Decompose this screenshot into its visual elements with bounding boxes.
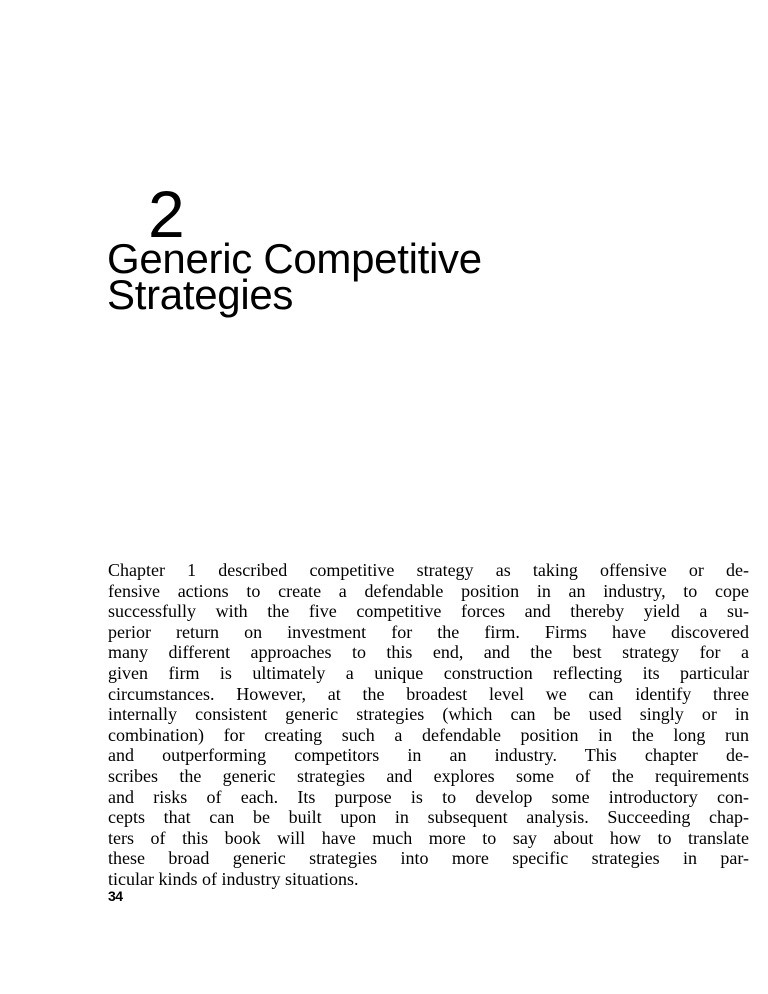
- paragraph-line: given firm is ultimately a unique construction reflecting its particular: [108, 662, 749, 683]
- page-number: 34: [108, 888, 123, 904]
- paragraph-line: many different approaches to this end, and the best strategy for a: [108, 642, 749, 663]
- chapter-title-line-2: Strategies: [107, 271, 294, 318]
- paragraph-line: ticular kinds of industry situations.: [108, 868, 359, 889]
- paragraph-line: circumstances. However, at the broadest level we can identify three: [108, 683, 749, 704]
- paragraph-line: fensive actions to create a defendable position in an industry, to cope: [108, 580, 749, 601]
- paragraph-line: these broad generic strategies into more specific strategies in par-: [108, 848, 749, 869]
- paragraph-line: and risks of each. Its purpose is to develop some introductory con-: [108, 786, 749, 807]
- paragraph-line: combination) for creating such a defendable position in the long run: [108, 724, 749, 745]
- paragraph-line: internally consistent generic strategies (which can be used singly or in: [108, 704, 749, 725]
- chapter-title: [107, 235, 627, 318]
- paragraph-line: cepts that can be built upon in subsequent analysis. Succeeding chap-: [108, 807, 749, 828]
- paragraph-line: perior return on investment for the firm. Firms have discovered: [108, 621, 749, 642]
- intro-paragraph: [108, 560, 749, 890]
- paragraph-line: ters of this book will have much more to say about how to translate: [108, 827, 749, 848]
- paragraph-line: successfully with the five competitive forces and thereby yield a su-: [108, 601, 749, 622]
- paragraph-line: scribes the generic strategies and explores some of the requirements: [108, 765, 749, 786]
- paragraph-line: and outperforming competitors in an industry. This chapter de-: [108, 745, 749, 766]
- paragraph-line: Chapter 1 described competitive strategy as taking offensive or de-: [108, 560, 749, 580]
- chapter-number: 2: [148, 177, 185, 251]
- chapter-title-line-1: Generic Competitive: [107, 235, 482, 282]
